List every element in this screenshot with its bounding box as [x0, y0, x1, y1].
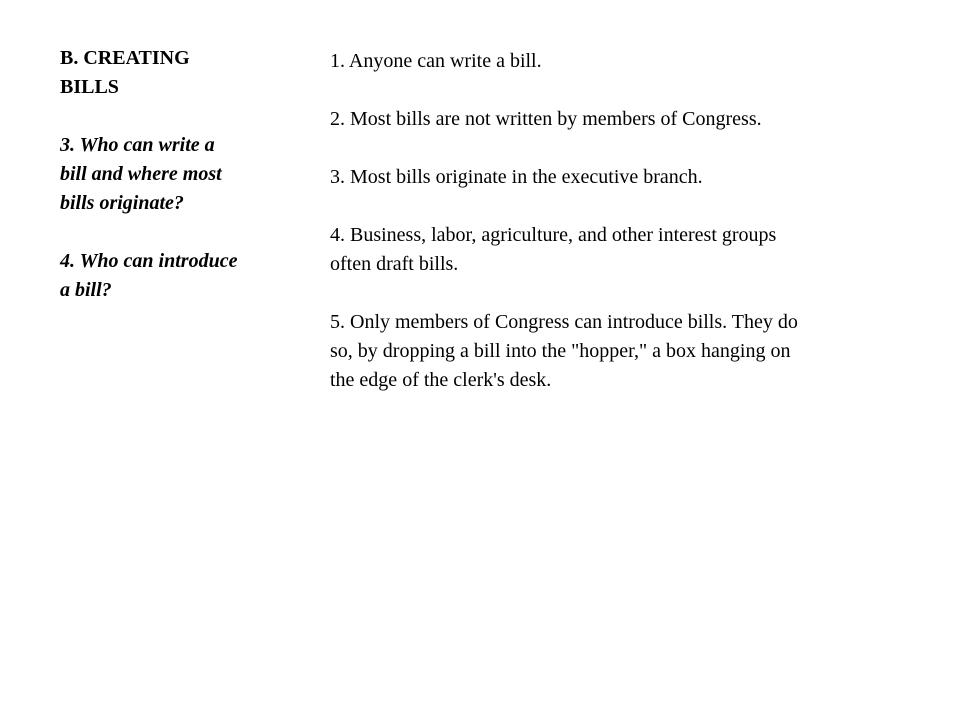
question-who-can-introduce: 4. Who can introduce a bill? [60, 250, 238, 301]
right-column [330, 47, 930, 424]
answer-item-5: 5. Only members of Congress can introduce bills. They do so, by dropping a bill into the "hopper," a box hanging on the edge of the clerk's desk. [330, 311, 798, 391]
section-heading: B. CREATING BILLS [60, 47, 190, 98]
question-who-can-write: 3. Who can write a bill and where most bills originate? [60, 134, 222, 214]
answer-item-2: 2. Most bills are not written by members of Congress. [330, 108, 762, 130]
answer-item-1: 1. Anyone can write a bill. [330, 50, 542, 72]
left-column [60, 44, 290, 305]
answer-item-3: 3. Most bills originate in the executive branch. [330, 166, 703, 188]
answer-item-4: 4. Business, labor, agriculture, and other interest groups often draft bills. [330, 224, 777, 275]
